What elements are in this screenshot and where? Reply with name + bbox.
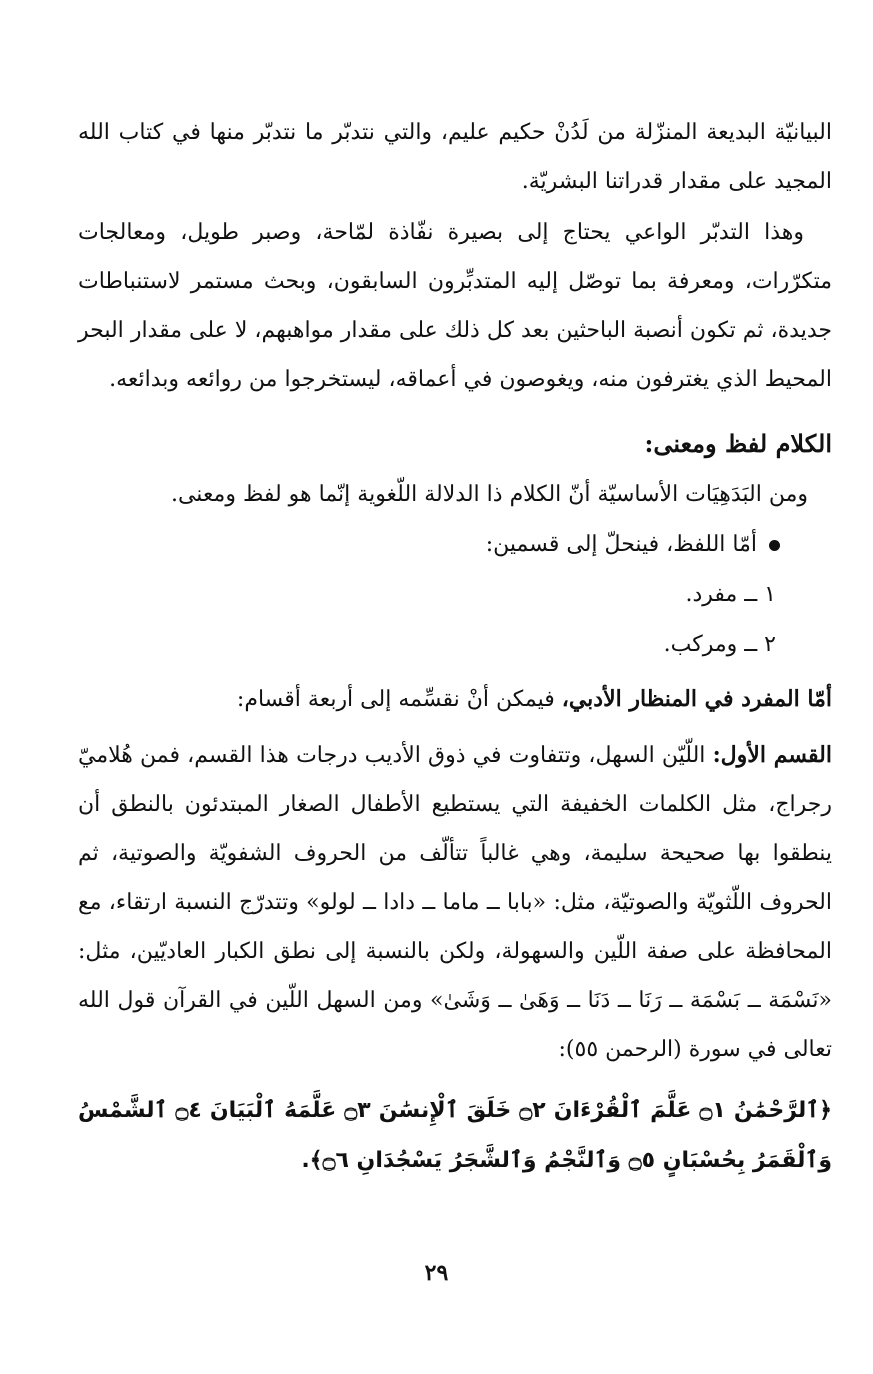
- section-heading: الكلام لفظ ومعنى:: [644, 429, 832, 458]
- list-item-1: ١ ــ مفرد.: [685, 582, 776, 607]
- quran-verse: ﴿ٱلرَّحْمَٰنُ ۝١ عَلَّمَ ٱلْقُرْءَانَ ۝٢ خَلَقَ ٱلْإِنسَٰنَ ۝٣ عَلَّمَهُ ٱلْبَيَانَ ۝٤ ٱلشَّمْسُ وَٱلْقَمَرُ بِحُسْبَانٍ ۝٥ وَٱلنَّجْمُ وَٱلشَّجَرُ يَسْجُدَانِ ۝٦﴾.: [78, 1098, 833, 1173]
- part-one-label: القسم الأول:: [712, 742, 832, 768]
- page-body: [78, 108, 832, 1186]
- bullet-text: أمّا اللفظ، فينحلّ إلى قسمين:: [485, 532, 757, 557]
- part-one-text: اللّيّن السهل، وتتفاوت في ذوق الأديب درجات هذا القسم، فمن هُلاميّ رجراج، مثل الكلمات الخفيفة التي يستطيع الأطفال الصغار المبتدئون بالنطق أن ينطقوا بها صحيحة سليمة، وهي غالباً تتألّف من الحروف الشفويّة والصوتية، ثم الحروف اللّثويّة والصوتيّة، مثل: «بابا ــ ماما ــ دادا ــ لولو» وتتدرّج النسبة ارتقاء، مع المحافظة على صفة اللّين والسهولة، ولكن بالنسبة إلى نطق الكبار العاديّين، مثل: «نَسْمَة ــ بَسْمَة ــ رَنَا ــ دَنَا ــ وَهَىٰ ــ وَشَىٰ» ومن السهل اللّين في القرآن قول الله تعالى في سورة (الرحمن ٥٥):: [78, 743, 832, 1062]
- list-item-2: ٢ ــ ومركب.: [663, 632, 776, 657]
- paragraph-2: وهذا التدبّر الواعي يحتاج إلى بصيرة نفّاذة لمّاحة، وصبر طويل، ومعالجات متكرّرات، ومعرفة بما توصّل إليه المتدبِّرون السابقون، وبحث مستمر لاستنباطات جديدة، ثم تكون أنصبة الباحثين بعد كل ذلك على مقدار مواهبهم، لا على مقدار البحر المحيط الذي يغترفون منه، ويغوصون في أعماقه، ليستخرجوا من روائعه وبدائعه.: [78, 220, 832, 392]
- bullet-item: [78, 520, 832, 570]
- mufrad-rest: فيمكن أنْ نقسِّمه إلى أربعة أقسام:: [236, 687, 562, 712]
- paragraph-1: البيانيّة البديعة المنزّلة من لَدُنْ حكيم عليم، والتي نتدبّر ما نتدبّر منها في كتاب الله المجيد على مقدار قدراتنا البشريّة.: [78, 120, 832, 194]
- mufrad-bold-lead: أمّا المفرد في المنظار الأدبي،: [561, 686, 832, 712]
- section-intro: ومن البَدَهِيَات الأساسيّة أنّ الكلام ذا الدلالة اللّغوية إنّما هو لفظ ومعنى.: [170, 482, 808, 507]
- mufrad-paragraph: [78, 674, 832, 725]
- page-number: ٢٩: [424, 1260, 449, 1286]
- part-one-paragraph: [78, 731, 832, 1074]
- bullet-icon: [769, 540, 780, 551]
